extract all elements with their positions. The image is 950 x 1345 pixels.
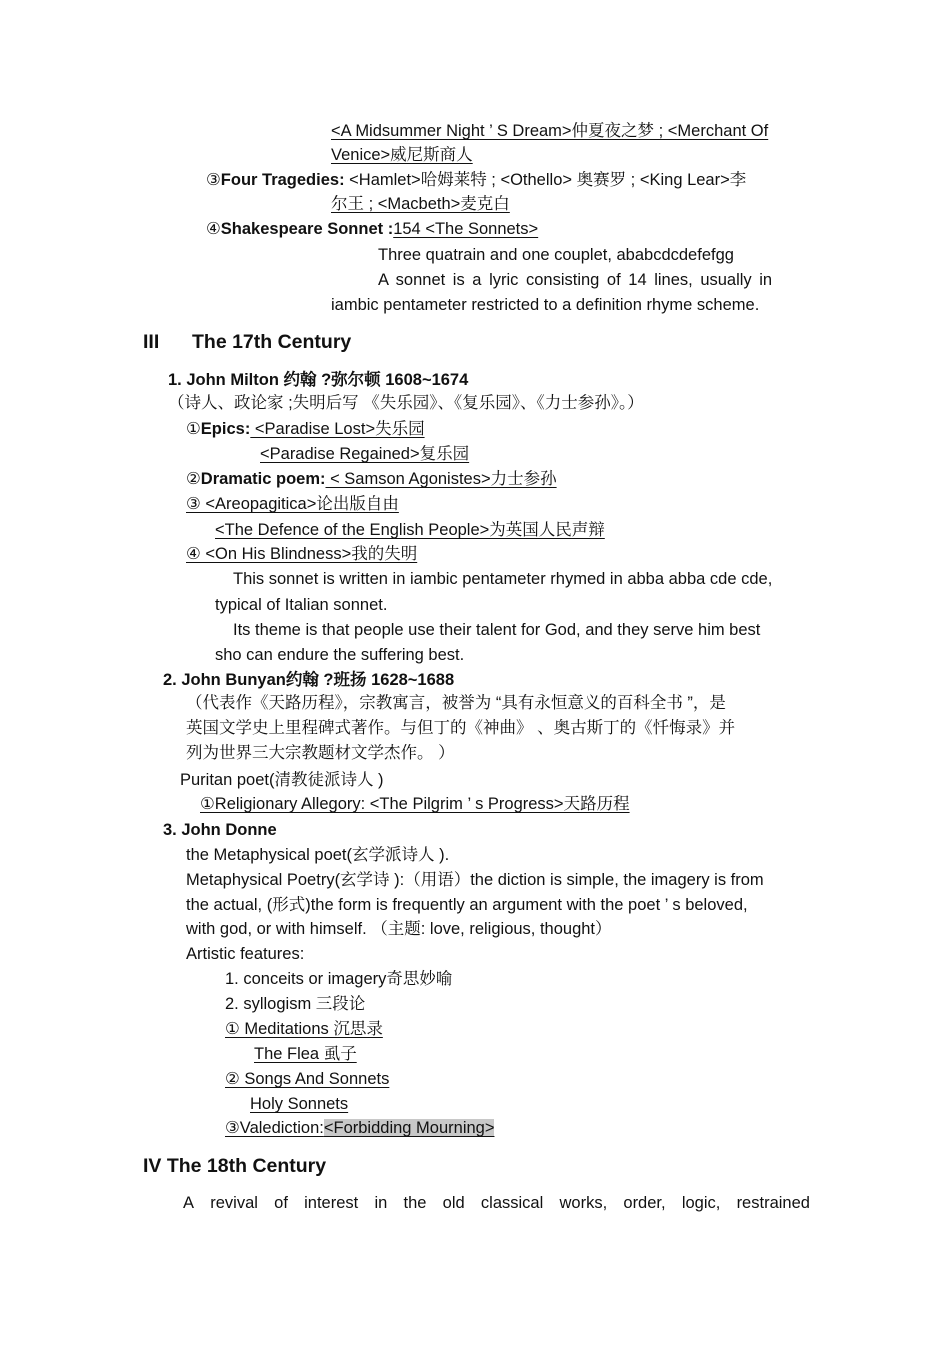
section-number: III xyxy=(143,331,160,353)
word: in xyxy=(374,1194,388,1212)
donne-text: Metaphysical Poetry(玄学诗 ):（用语）the diction is simple, the imagery is from xyxy=(186,871,764,889)
work-item: The Flea 虱子 xyxy=(254,1045,357,1063)
paragraph-line xyxy=(183,1192,810,1214)
four-tragedies-label: Four Tragedies: xyxy=(220,171,345,189)
subsection-note: 英国文学史上里程碑式著作。与但丁的《神曲》 、奥古斯丁的《忏悔录》并 xyxy=(186,719,736,737)
puritan-line: Puritan poet(清教徒派诗人 ) xyxy=(180,771,384,789)
subsection-title: 1. John Milton 约翰 ?弥尔顿 1608~1674 xyxy=(168,371,469,389)
word: revival xyxy=(210,1194,258,1212)
section-heading: The 17th Century xyxy=(192,331,352,353)
valediction-label: ③Valediction: xyxy=(225,1119,324,1137)
prose-line: <The Defence of the English People>为英国人民声辩 xyxy=(215,521,605,539)
donne-text: the actual, (形式)the form is frequently an argument with the poet ’ s beloved, xyxy=(186,896,748,914)
word: old xyxy=(442,1194,465,1212)
feature-item: 2. syllogism 三段论 xyxy=(225,995,366,1013)
blindness-description: typical of Italian sonnet. xyxy=(215,596,388,614)
sonnet-description: iambic pentameter restricted to a definition rhyme scheme. xyxy=(331,296,760,314)
play-list-line: Venice>威尼斯商人 xyxy=(331,146,473,164)
highlighted-text: <Forbidding Mourning> xyxy=(323,1119,495,1137)
four-tragedies-cont: 尔王 ; <Macbeth>麦克白 xyxy=(331,195,510,213)
work-item xyxy=(225,1117,494,1139)
dramatic-poem-text: < Samson Agonistes>力士参孙 xyxy=(325,470,557,488)
epics-text: <Paradise Lost>失乐园 xyxy=(250,420,425,438)
epics-line xyxy=(186,418,425,440)
subsection-title: 3. John Donne xyxy=(163,821,277,839)
word: classical xyxy=(480,1194,544,1212)
blindness-description: Its theme is that people use their talent for God, and they serve him best xyxy=(233,621,761,639)
list-number: ② xyxy=(186,470,201,488)
subsection-title: 2. John Bunyan约翰 ?班扬 1628~1688 xyxy=(163,671,455,689)
sonnet-label: Shakespeare Sonnet : xyxy=(220,220,394,238)
list-number: ④ xyxy=(206,220,221,238)
prose-line: ③ <Areopagitica>论出版自由 xyxy=(186,495,399,513)
word: interest xyxy=(304,1194,359,1212)
feature-item: 1. conceits or imagery奇思妙喻 xyxy=(225,970,453,988)
word: restrained xyxy=(736,1194,810,1212)
donne-text: the Metaphysical poet(玄学派诗人 ). xyxy=(186,846,450,864)
work-item: ① Meditations 沉思录 xyxy=(225,1020,383,1038)
donne-text: Artistic features: xyxy=(186,945,305,963)
word: of xyxy=(274,1194,288,1212)
sonnet-text: 154 <The Sonnets> xyxy=(393,220,539,238)
word: the xyxy=(403,1194,427,1212)
word: A xyxy=(183,1194,195,1212)
list-number: ① xyxy=(186,420,201,438)
play-list-line: <A Midsummer Night ’ S Dream>仲夏夜之梦 ; <Merchant Of xyxy=(331,122,769,140)
dramatic-poem-label: Dramatic poem: xyxy=(200,470,326,488)
epics-label: Epics: xyxy=(200,420,251,438)
work-item: Holy Sonnets xyxy=(250,1095,349,1113)
subsection-note: （代表作《天路历程》，宗教寓言，被誉为 “具有永恒意义的百科全书 ”，是 xyxy=(186,694,726,712)
work-item: ② Songs And Sonnets xyxy=(225,1070,390,1088)
dramatic-poem-line xyxy=(186,468,557,490)
word: works, xyxy=(559,1194,608,1212)
subsection-note: （诗人、政论家 ;失明后写 《失乐园》、《复乐园》、《力士参孙》。） xyxy=(168,394,644,412)
section-heading: IV The 18th Century xyxy=(143,1155,327,1177)
four-tragedies-line xyxy=(206,169,746,191)
donne-text: with god, or with himself. （主题: love, religious, thought） xyxy=(186,920,612,938)
blindness-description: sho can endure the suffering best. xyxy=(215,646,465,664)
subsection-note: 列为世界三大宗教题材文学杰作。 ） xyxy=(186,744,455,762)
word: order, xyxy=(623,1194,666,1212)
sonnet-description: A sonnet is a lyric consisting of 14 lines, usually in xyxy=(378,271,773,289)
four-tragedies-text: <Hamlet>哈姆莱特 ; <Othello> 奥赛罗 ; <King Lear>李 xyxy=(344,171,747,189)
blindness-line: ④ <On His Blindness>我的失明 xyxy=(186,545,418,563)
list-number: ③ xyxy=(206,171,221,189)
blindness-description: This sonnet is written in iambic pentameter rhymed in abba abba cde cde, xyxy=(233,570,773,588)
sonnet-line xyxy=(206,218,538,240)
sonnet-description: Three quatrain and one couplet, ababcdcdefefgg xyxy=(378,246,734,264)
allegory-line: ①Religionary Allegory: <The Pilgrim ’ s Progress>天路历程 xyxy=(200,795,630,813)
epics-text: <Paradise Regained>复乐园 xyxy=(260,445,470,463)
word: logic, xyxy=(681,1194,721,1212)
